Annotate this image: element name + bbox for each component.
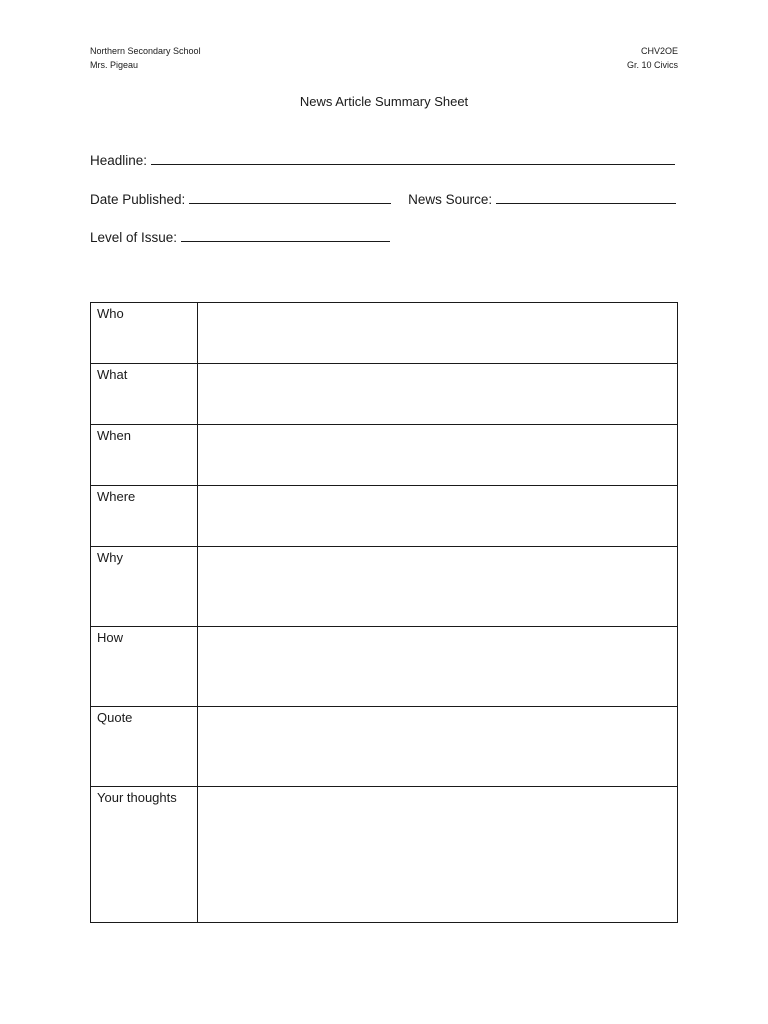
table-row-your-thoughts bbox=[91, 787, 678, 923]
row-label-quote: Quote bbox=[91, 707, 198, 787]
news-source-blank[interactable] bbox=[496, 189, 676, 204]
date-published-label: Date Published: bbox=[90, 192, 186, 207]
table-row-where bbox=[91, 486, 678, 547]
date-published-field bbox=[90, 189, 391, 207]
date-source-row bbox=[90, 189, 676, 207]
answer-cell-what[interactable] bbox=[198, 364, 678, 425]
row-label-how: How bbox=[91, 627, 198, 707]
table-row-who bbox=[91, 303, 678, 364]
row-label-where: Where bbox=[91, 486, 198, 547]
page-title: News Article Summary Sheet bbox=[299, 94, 469, 109]
answer-cell-quote[interactable] bbox=[198, 707, 678, 787]
answer-cell-your-thoughts[interactable] bbox=[198, 787, 678, 923]
course-name: Gr. 10 Civics bbox=[626, 60, 678, 70]
news-source-field bbox=[408, 189, 676, 207]
row-label-what: What bbox=[91, 364, 198, 425]
date-published-blank[interactable] bbox=[189, 189, 391, 204]
row-label-why: Why bbox=[91, 547, 198, 627]
table-row-why bbox=[91, 547, 678, 627]
course-code: CHV2OE bbox=[640, 46, 678, 56]
news-source-label: News Source: bbox=[408, 192, 493, 207]
headline-blank[interactable] bbox=[151, 150, 675, 165]
answer-cell-how[interactable] bbox=[198, 627, 678, 707]
summary-table bbox=[90, 302, 678, 923]
row-label-who: Who bbox=[91, 303, 198, 364]
header-right bbox=[627, 44, 678, 72]
teacher-name: Mrs. Pigeau bbox=[90, 60, 139, 70]
table-row-how bbox=[91, 627, 678, 707]
answer-cell-who[interactable] bbox=[198, 303, 678, 364]
level-of-issue-blank[interactable] bbox=[181, 227, 390, 242]
table-row-what bbox=[91, 364, 678, 425]
headline-row bbox=[90, 150, 675, 168]
row-label-when: When bbox=[91, 425, 198, 486]
level-row bbox=[90, 227, 390, 245]
headline-label: Headline: bbox=[90, 153, 148, 168]
table-row-quote bbox=[91, 707, 678, 787]
answer-cell-why[interactable] bbox=[198, 547, 678, 627]
answer-cell-when[interactable] bbox=[198, 425, 678, 486]
level-of-issue-label: Level of Issue: bbox=[90, 230, 178, 245]
header-left bbox=[90, 44, 201, 72]
table-row-when bbox=[91, 425, 678, 486]
answer-cell-where[interactable] bbox=[198, 486, 678, 547]
row-label-your-thoughts: Your thoughts bbox=[91, 787, 198, 923]
school-name: Northern Secondary School bbox=[90, 46, 201, 56]
